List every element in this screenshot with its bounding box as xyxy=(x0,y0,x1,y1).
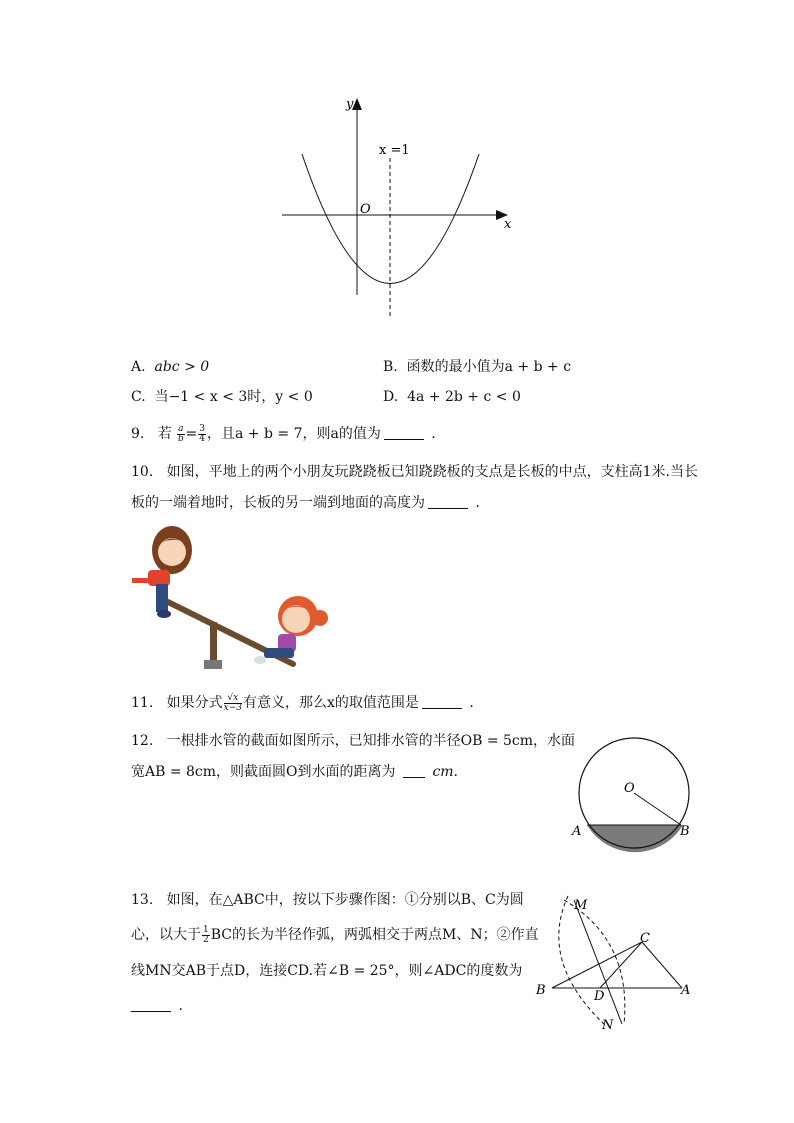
option-d-letter: D. xyxy=(383,389,399,405)
arc-left xyxy=(559,896,606,1026)
label-b: B xyxy=(536,983,546,998)
q13-frac-den: 2 xyxy=(203,934,209,945)
label-m: M xyxy=(574,898,588,913)
q13-end: . xyxy=(178,998,183,1014)
option-b[interactable] xyxy=(383,357,571,377)
q12-line2: 宽AB = 8cm，则截面圆O到水面的距离为 xyxy=(131,764,396,780)
option-a-text: abc > 0 xyxy=(154,359,210,375)
parabola-graph xyxy=(270,90,520,320)
q11-answer-blank[interactable] xyxy=(422,694,462,709)
q10-line2: 板的一端着地时，长板的另一端到地面的高度为 xyxy=(131,495,425,511)
option-c-text: 当−1 < x < 3时，y < 0 xyxy=(154,389,313,405)
q11-prefix: 如果分式 xyxy=(166,695,223,711)
option-c-letter: C. xyxy=(131,389,146,405)
q10-number: 10. xyxy=(131,464,154,480)
seesaw-base xyxy=(204,660,222,669)
option-d-text: 4a + 2b + c < 0 xyxy=(407,389,521,405)
question-12-line2 xyxy=(131,762,458,782)
question-12-line1 xyxy=(131,731,575,751)
radius-ob xyxy=(634,793,681,825)
q13-line1: 如图，在△ABC中，按以下步骤作图：①分别以B、C为圆 xyxy=(166,892,524,908)
q12-answer-blank[interactable] xyxy=(403,763,425,778)
q9-frac2-den: 4 xyxy=(199,433,206,444)
origin-label: O xyxy=(360,202,371,217)
q13-answer-blank[interactable] xyxy=(131,997,171,1012)
q13-line2-post: BC的长为半径作弧，两弧相交于两点M、N；②作直 xyxy=(210,927,539,943)
q9-frac1-den: b xyxy=(177,433,184,444)
option-c[interactable] xyxy=(131,387,313,407)
child-right xyxy=(254,596,328,664)
label-d: D xyxy=(594,989,605,1004)
segment-bc xyxy=(552,942,642,988)
question-13-line3 xyxy=(131,961,522,981)
q9-suffix: ，且a + b = 7，则a的值为 xyxy=(207,426,381,442)
q11-number: 11. xyxy=(131,695,154,711)
q9-frac1-num: a xyxy=(178,423,184,434)
y-axis-arrow xyxy=(352,98,362,110)
x-label: x xyxy=(504,217,512,232)
question-10-line2 xyxy=(131,493,480,513)
option-b-letter: B. xyxy=(383,359,398,375)
pipe-cross-section xyxy=(568,733,698,855)
q13-number: 13. xyxy=(131,892,154,908)
q9-eq: = xyxy=(185,426,198,442)
q11-suffix: 有意义，那么x的取值范围是 xyxy=(242,695,419,711)
q9-frac1 xyxy=(177,425,184,444)
seesaw-illustration xyxy=(128,522,328,674)
q13-line2-pre: 心，以大于 xyxy=(131,927,201,943)
q13-frac-num: 1 xyxy=(203,924,209,935)
q13-line3: 线MN交AB于点D，连接CD.若∠B = 25°，则∠ADC的度数为 xyxy=(131,963,523,979)
q12-unit: cm. xyxy=(432,764,459,780)
q9-end: . xyxy=(431,426,436,442)
line-mn xyxy=(574,900,622,1024)
question-11 xyxy=(131,693,474,713)
q10-answer-blank[interactable] xyxy=(428,494,468,509)
q11-frac-num: √x xyxy=(224,694,242,704)
option-d[interactable] xyxy=(383,387,521,407)
q12-number: 12. xyxy=(131,733,154,749)
option-b-text: 函数的最小值为a + b + c xyxy=(406,359,572,375)
segment-cd xyxy=(600,942,642,988)
q10-line1: 如图，平地上的两个小朋友玩跷跷板已知跷跷板的支点是长板的中点，支柱高1米.当长 xyxy=(166,464,698,480)
q10-end: . xyxy=(475,495,480,511)
label-a: A xyxy=(681,983,691,998)
label-a: A xyxy=(572,824,582,839)
q9-answer-blank[interactable] xyxy=(384,425,424,440)
q11-frac-den: x−3 xyxy=(223,702,242,713)
y-label: y xyxy=(346,97,354,112)
q9-frac2 xyxy=(198,425,206,444)
segment-ca xyxy=(642,942,682,988)
label-b: B xyxy=(680,824,690,839)
option-a[interactable] xyxy=(131,357,209,377)
q11-frac xyxy=(224,694,242,713)
q11-end: . xyxy=(469,695,474,711)
question-13-line4 xyxy=(131,996,183,1016)
q13-frac xyxy=(202,926,210,945)
q9-prefix: 若 xyxy=(157,426,172,442)
symmetry-label: x =1 xyxy=(379,143,410,158)
arc-right xyxy=(564,900,625,1024)
label-n: N xyxy=(602,1018,614,1033)
label-o: O xyxy=(624,781,635,796)
child-left xyxy=(132,526,192,618)
question-10-line1 xyxy=(131,462,698,482)
q12-line1: 一根排水管的截面如图所示，已知排水管的半径OB = 5cm，水面 xyxy=(166,733,576,749)
question-13-line2 xyxy=(131,925,539,945)
label-c: C xyxy=(640,931,650,946)
triangle-construction xyxy=(530,890,700,1036)
option-a-letter: A. xyxy=(131,359,146,375)
q9-number: 9. xyxy=(131,426,145,442)
q9-frac2-num: 3 xyxy=(199,423,206,434)
question-13-line1 xyxy=(131,890,524,910)
question-9 xyxy=(131,424,436,444)
